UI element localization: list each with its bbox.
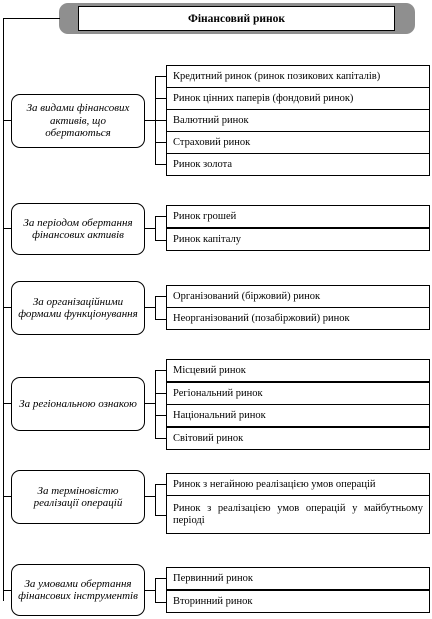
item-connector	[155, 415, 166, 416]
main-spine	[3, 18, 4, 601]
item-connector	[155, 296, 166, 297]
spine-connector	[3, 307, 11, 308]
item-bracket	[155, 370, 156, 438]
item-bracket	[155, 578, 156, 602]
category-instrument-circulation: За умовами обертання фінансових інструментів	[11, 564, 145, 616]
category-connector	[145, 307, 155, 308]
item-spot-market: Ринок з негайною реалізацією умов операцій	[166, 473, 430, 496]
item-capital-market: Ринок капіталу	[166, 228, 430, 251]
item-connector	[155, 164, 166, 165]
item-connector	[155, 319, 166, 320]
spine-connector	[3, 496, 11, 497]
item-primary-market: Первинний ринок	[166, 567, 430, 590]
category-connector	[145, 590, 155, 591]
item-unorganized-market: Неорганізований (позабіржовий) ринок	[166, 307, 430, 330]
category-regional: За регіональною ознакою	[11, 377, 145, 431]
category-circulation-period: За періодом обертання фінансових активів	[11, 203, 145, 255]
item-connector	[155, 515, 166, 516]
category-connector	[145, 403, 155, 404]
item-connector	[155, 98, 166, 99]
spine-connector	[3, 228, 11, 229]
spine-connector	[3, 590, 11, 591]
item-connector	[155, 120, 166, 121]
item-connector	[155, 142, 166, 143]
item-secondary-market: Вторинний ринок	[166, 590, 430, 613]
category-organizational-forms: За організаційними формами функціонування	[11, 281, 145, 335]
item-world-market: Світовий ринок	[166, 427, 430, 450]
item-connector	[155, 578, 166, 579]
category-urgency: За терміновістю реалізації операцій	[11, 470, 145, 524]
item-currency-market: Валютний ринок	[166, 109, 430, 132]
category-connector	[145, 120, 155, 121]
item-connector	[155, 602, 166, 603]
item-insurance-market: Страховий ринок	[166, 131, 430, 154]
category-connector	[145, 496, 155, 497]
item-bracket	[155, 484, 156, 515]
item-regional-market: Регіональний ринок	[166, 382, 430, 405]
item-connector	[155, 393, 166, 394]
item-connector	[155, 216, 166, 217]
spine-connector	[3, 403, 11, 404]
item-securities-market: Ринок цінних паперів (фондовий ринок)	[166, 87, 430, 110]
diagram-title: Фінансовий ринок	[78, 6, 395, 31]
item-national-market: Національний ринок	[166, 404, 430, 427]
title-connector	[3, 18, 60, 19]
category-connector	[145, 228, 155, 229]
item-bracket	[155, 216, 156, 240]
item-forward-market: Ринок з реалізацією умов операцій у майбутньому періоді	[166, 495, 430, 534]
category-asset-types: За видами фінансових активів, що обертаються	[11, 94, 145, 148]
item-gold-market: Ринок золота	[166, 153, 430, 176]
item-money-market: Ринок грошей	[166, 205, 430, 228]
item-organized-market: Організований (біржовий) ринок	[166, 285, 430, 308]
item-local-market: Місцевий ринок	[166, 359, 430, 382]
item-connector	[155, 76, 166, 77]
spine-connector	[3, 120, 11, 121]
item-connector	[155, 240, 166, 241]
item-credit-market: Кредитний ринок (ринок позикових капіталів)	[166, 65, 430, 88]
item-bracket	[155, 296, 156, 319]
item-connector	[155, 438, 166, 439]
item-connector	[155, 484, 166, 485]
item-connector	[155, 370, 166, 371]
